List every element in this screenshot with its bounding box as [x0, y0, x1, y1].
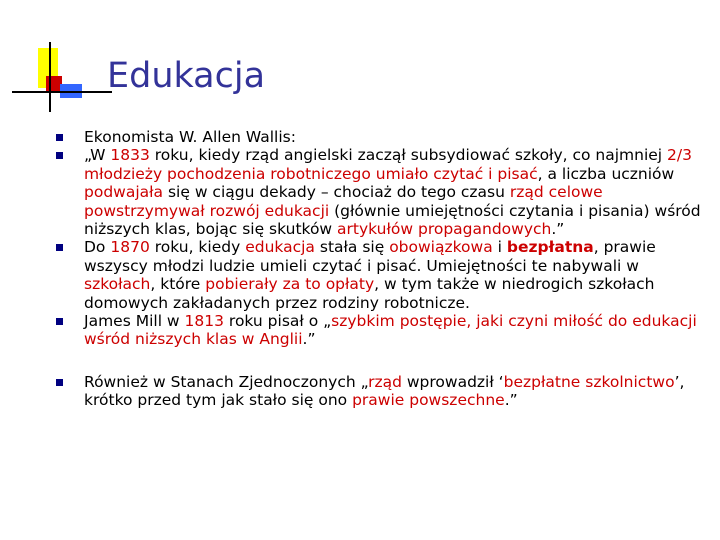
highlighted-text: 1813 [184, 312, 224, 331]
text-segment: się w ciągu dekady – chociaż do tego czasu [163, 183, 510, 202]
bullet-text [84, 146, 701, 238]
bullet-item [56, 373, 704, 410]
text-segment: , w tym także w niedrogich szkołach domowych zakładanych przez rodziny robotnicze. [84, 275, 655, 312]
text-segment: , prawie wszyscy młodzi ludzie umieli czytać i pisać. Umiejętności te nabywali w [84, 238, 656, 275]
text-segment: „W [84, 146, 111, 165]
text-segment: .” [504, 391, 518, 410]
highlighted-text: 2/3 młodzieży pochodzenia robotniczego umiało czytać i pisać [84, 146, 692, 183]
square-bullet-icon [56, 152, 63, 159]
square-bullet-icon [56, 134, 63, 141]
bullet-text [84, 128, 296, 146]
text-segment: James Mill w [84, 312, 185, 331]
text-segment: i [492, 238, 507, 257]
highlighted-text: rząd [368, 372, 402, 391]
square-bullet-icon [56, 318, 63, 325]
bullet-item [56, 312, 704, 349]
highlighted-text: 1870 [110, 238, 150, 257]
highlighted-text: pobierały za to opłaty [205, 275, 375, 294]
text-segment: (głównie umiejętności czytania i pisania) wśród niższych klas, bojąc się skutków [84, 201, 701, 239]
text-segment: , a liczba uczniów [537, 164, 675, 183]
text-segment: ’, krótko przed tym jak stało się ono [84, 372, 685, 410]
slide-title: Edukacja [107, 56, 266, 96]
deco-red-square [46, 76, 62, 92]
bullet-text [84, 373, 684, 409]
bullet-list [56, 128, 704, 410]
text-segment: .” [302, 330, 316, 349]
title-decoration [0, 0, 120, 120]
text-segment: roku, kiedy [149, 238, 246, 257]
text-segment: stała się [314, 238, 390, 257]
square-bullet-icon [56, 244, 63, 251]
text-segment: , które [150, 275, 206, 294]
text-segment: Do [84, 238, 111, 257]
bullet-item [56, 146, 704, 238]
highlighted-text: 1833 [110, 146, 150, 165]
highlighted-text: szybkim postępie, jaki czyni miłość do edukacji wśród niższych klas w Anglii [84, 312, 697, 349]
text-segment: wprowadził ‘ [401, 372, 504, 391]
text-segment: .” [551, 220, 565, 239]
bullet-item [56, 238, 704, 312]
bullet-text [84, 312, 697, 348]
highlighted-text: bezpłatna [506, 238, 594, 257]
highlighted-text: bezpłatne szkolnictwo [503, 372, 675, 391]
highlighted-text: obowiązkowa [389, 238, 493, 257]
highlighted-text: prawie powszechne [352, 391, 505, 410]
text-segment: roku pisał o „ [223, 312, 332, 331]
bullet-text [84, 238, 656, 311]
bullet-item [56, 128, 704, 146]
highlighted-text: szkołach [84, 275, 151, 294]
highlighted-text: edukacja [245, 238, 315, 257]
highlighted-text: rząd celowe powstrzymywał rozwój edukacji [84, 183, 603, 220]
text-segment: Ekonomista W. Allen Wallis: [84, 128, 296, 146]
text-segment: roku, kiedy rząd angielski zaczął subsydiować szkoły, co najmniej [149, 146, 668, 165]
square-bullet-icon [56, 379, 63, 386]
text-segment: Również w Stanach Zjednoczonych „ [84, 372, 369, 391]
highlighted-text: artykułów propagandowych [337, 220, 552, 239]
highlighted-text: podwajała [84, 183, 164, 202]
